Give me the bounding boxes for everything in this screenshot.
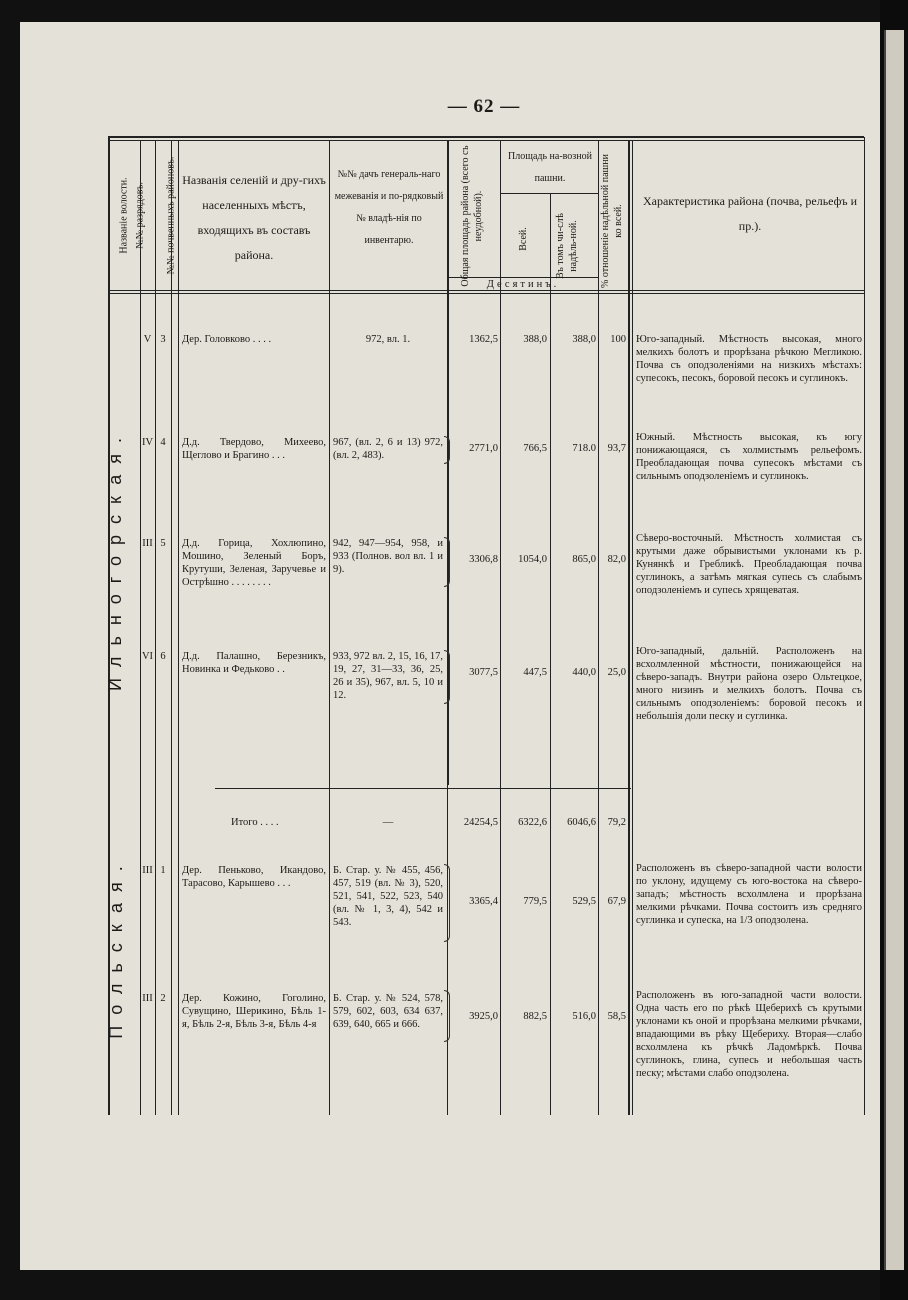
row-6-characteristic: Расположенъ въ юго-западной части волости. Одна часть его по рѣкѣ Щеберихѣ съ крутыми уклонами къ оной и прорѣзана мелкими рѣчками, впадающими въ рѣку Щебериху. Вторая—слабо всхолмлена къ рѣчкѣ Ладомѣркѣ. Почва суглинокъ, глина, супесь и небольшая часть песку; мѣстами слабо оподзолена. — [636, 990, 862, 1079]
row-1-settlements: Дер. Головково . . . . — [182, 334, 272, 345]
row-3-settlements: Д.д. Горица, Хохлюпино, Мошино, Зеленый Боръ, Крутуши, Зеленая, Заручевье и Острѣшно . . . . . . . . — [182, 538, 326, 588]
row-1-total: 1362,5 — [469, 334, 498, 345]
row-1-characteristic: Юго-западный. Мѣстность высокая, много мелкихъ болотъ и прорѣзана рѣчкою Мегликою. Почва съ оподзоленіями на низкихъ мѣстахъ: супесокъ, песокъ, боровой песокъ и суглинокъ. — [636, 334, 862, 384]
col-line-2 — [155, 140, 156, 1115]
row-5-total: 3365,4 — [469, 896, 498, 907]
header-rayon: №№ почвенныхъ районовъ. — [165, 156, 177, 275]
row-1-arable-alloted: 388,0 — [572, 334, 596, 345]
row-5-dachi: Б. Стар. у. № 455, 456, 457, 519 (вл. № 3), 520, 521, 541, 522, 523, 540 (вл. № 1, 3, 4), 542 и 543. — [333, 865, 443, 928]
row-1-dachi: 972, вл. 1. — [365, 334, 411, 345]
header-total-area: Общая площадь района (всего съ неудобной). — [460, 145, 484, 287]
row-6-percent: 58,5 — [607, 1011, 626, 1022]
arable-group-rule — [500, 193, 598, 194]
header-razryad: №№ разрядовъ. — [134, 182, 146, 249]
row-5-percent: 67,9 — [607, 896, 626, 907]
header-percent: % отношеніе надѣльной пашни ко всей. — [600, 154, 624, 288]
row-5-razryad: III — [142, 865, 153, 876]
row-1-razryad: V — [143, 334, 152, 345]
header-settlements: Названія селеній и дру-гихъ населенныхъ мѣстъ, входящихъ въ составъ района. — [182, 173, 326, 262]
total-area: 24254,5 — [463, 817, 498, 828]
row-3-arable-all: 1054,0 — [518, 554, 547, 565]
row-2-characteristic: Южный. Мѣстность высокая, къ югу понижающаяся, съ холмистымъ рельефомъ. Преобладающая почва супесокъ мѣстами съ сильнымъ оподзоленіемъ и суглинокъ. — [636, 432, 862, 482]
col-line-1 — [140, 140, 141, 1115]
row-1-rayon: 3 — [160, 334, 166, 345]
row-4-razryad: VI — [141, 651, 154, 662]
header-volost: Названіе волости. — [118, 177, 130, 254]
row-4-dachi: 933, 972 вл. 2, 15, 16, 17, 19, 27, 31—33, 36, 25, 26 и 35), 967, вл. 5, 10 и 12. — [333, 651, 443, 701]
row-3-characteristic: Сѣверо-восточный. Мѣстность холмистая съ крутыми даже обрывистыми уклонами къ р. Кунянкѣ и Гребликѣ. Преобладающая почва суглинокъ, а затѣмъ мягкая супесь съ слабымъ оподзоленіемъ и супесь хрящеватая. — [636, 533, 862, 596]
row-5-arable-alloted: 529,5 — [572, 896, 596, 907]
row-6-total: 3925,0 — [469, 1011, 498, 1022]
row-2-dachi: 967, (вл. 2, 6 и 13) 972, (вл. 2, 483). — [333, 437, 443, 461]
col-line-5b — [447, 785, 448, 1115]
row-4-arable-alloted: 440,0 — [572, 667, 596, 678]
total-dachi: — — [382, 817, 394, 828]
row-2-arable-all: 766,5 — [523, 443, 547, 454]
row-4-settlements: Д.д. Палашно, Березникъ, Новинка и Федьково . . — [182, 651, 326, 675]
next-page-edge — [884, 30, 904, 1270]
row-4-characteristic: Юго-западный, дальній. Расположенъ на всхолмленной мѣстности, понижающейся на сѣверо-западъ. Внутри района озеро Ольтецкое, много низинъ и мелкихъ болотъ. Почва съ сильнымъ оподзоленіемъ: боровой песокъ и небольшія доли песку и суглинка. — [636, 646, 862, 722]
row-3-dachi: 942, 947—954, 958, и 933 (Полнов. вол вл. 1 и 9). — [333, 538, 443, 575]
row-4-arable-all: 447,5 — [523, 667, 547, 678]
col-line-10 — [864, 137, 865, 1115]
table-top-rule — [108, 136, 864, 138]
row-6-arable-all: 882,5 — [523, 1011, 547, 1022]
row-6-razryad: III — [142, 993, 153, 1004]
page-number: — 62 — — [447, 96, 521, 117]
row-3-razryad: III — [142, 538, 153, 549]
row-6-rayon: 2 — [160, 993, 166, 1004]
header-characteristic: Характеристика района (почва, рельефъ и пр.). — [642, 194, 858, 233]
col-line-3b — [178, 140, 179, 1115]
row-3-rayon: 5 — [160, 538, 166, 549]
row-4-total: 3077,5 — [469, 667, 498, 678]
total-label: Итого . . . . — [231, 817, 279, 828]
row-6-arable-alloted: 516,0 — [572, 1011, 596, 1022]
volost-name-ilnogorskaya: Ильногорская. — [105, 427, 125, 691]
header-arable-all: Всей. — [518, 227, 529, 251]
row-1-percent: 100 — [610, 334, 626, 345]
header-dachi: №№ дачъ генераль-наго межеванія и по-рядковый № владѣ-нія по инвентарю. — [334, 169, 444, 246]
header-bottom-rule-2 — [108, 293, 864, 294]
col-line-7 — [550, 193, 551, 1115]
total-arable-all: 6322,6 — [518, 817, 547, 828]
row-5-characteristic: Расположенъ въ сѣверо-западной части волости по уклону, идущему съ юго-востока на сѣверо-западъ; мѣстность всхолмлена и прорѣзана мелкими рѣчками. Почва состоитъ изъ средняго суглинка и супеска, на 1/3 оподзолена. — [636, 863, 862, 926]
row-2-total: 2771,0 — [469, 443, 498, 454]
total-arable-alloted: 6046,6 — [567, 817, 596, 828]
row-4-percent: 25,0 — [607, 667, 626, 678]
total-percent: 79,2 — [607, 817, 626, 828]
header-units: Десятинъ. — [486, 279, 560, 290]
volost-name-polskaya: Польская. — [106, 855, 126, 1039]
row-3-percent: 82,0 — [607, 554, 626, 565]
row-2-arable-alloted: 718.0 — [572, 443, 596, 454]
row-5-rayon: 1 — [160, 865, 166, 876]
col-line-4 — [329, 140, 330, 1115]
row-2-razryad: IV — [141, 437, 154, 448]
total-rule — [215, 788, 631, 789]
col-line-9b — [632, 140, 633, 1115]
row-6-settlements: Дер. Кожино, Гоголино, Сувущино, Шерикино, Бѣль 1-я, Бѣль 2-я, Бѣль 3-я, Бѣль 4-я — [182, 993, 326, 1030]
row-4-rayon: 6 — [160, 651, 166, 662]
row-1-arable-all: 388,0 — [523, 334, 547, 345]
row-5-arable-all: 779,5 — [523, 896, 547, 907]
header-arable-alloted: Въ томъ чи-слѣ надѣль-ной. — [555, 213, 579, 279]
row-2-settlements: Д.д. Твердово, Михеево, Щеглово и Брагино . . . — [182, 437, 326, 461]
col-line-9 — [628, 140, 630, 1115]
row-3-total: 3306,8 — [469, 554, 498, 565]
row-2-percent: 93,7 — [607, 443, 626, 454]
row-5-settlements: Дер. Пеньково, Икандово, Тарасово, Карышево . . . — [182, 865, 326, 889]
row-3-arable-alloted: 865,0 — [572, 554, 596, 565]
row-2-rayon: 4 — [160, 437, 166, 448]
row-6-dachi: Б. Стар. у. № 524, 578, 579, 602, 603, 634 637, 639, 640, 665 и 666. — [333, 993, 443, 1030]
header-arable-group: Площадь на-возной пашни. — [508, 151, 592, 184]
